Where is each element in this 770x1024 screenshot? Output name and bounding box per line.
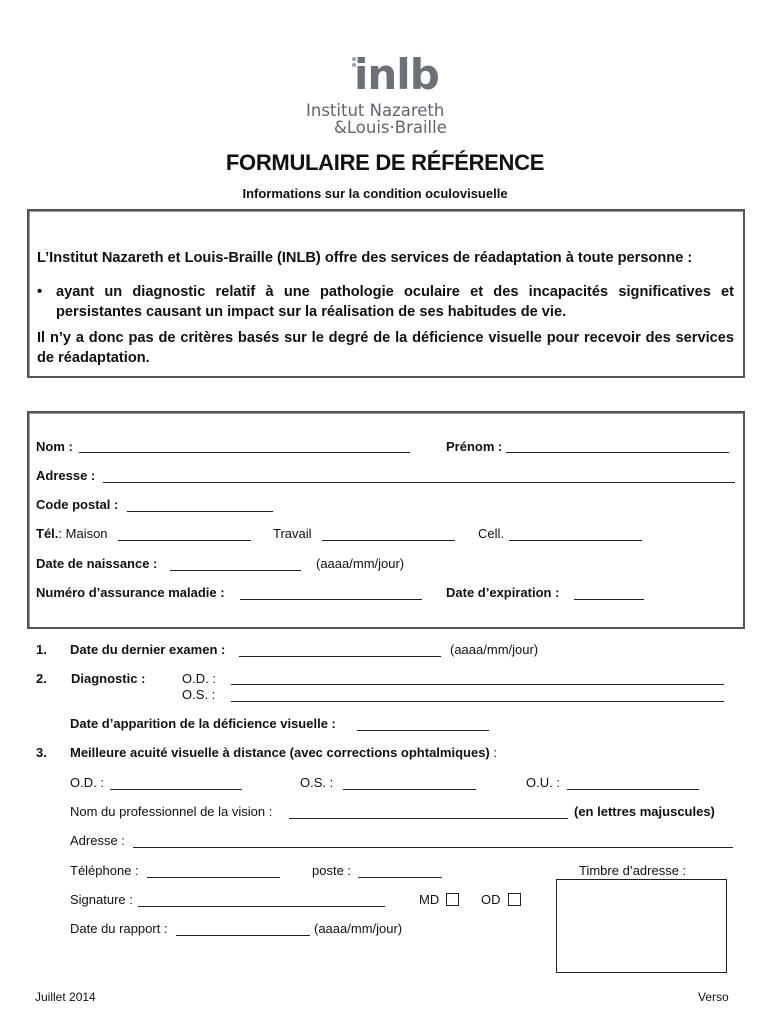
bullet-text: ayant un diagnostic relatif à une pathologie oculaire et des incapacités significatives et persistantes causant un impact sur la réalisation de ses habitudes de vie. (56, 284, 734, 321)
diagnostic-label: Diagnostic : (71, 671, 146, 686)
acuite-od-label: O.D. : (70, 775, 104, 790)
acuite-os-field[interactable] (343, 789, 476, 790)
acuite-heading (70, 745, 497, 760)
nom-field[interactable] (79, 452, 410, 453)
poste-field[interactable] (358, 877, 442, 878)
acuite-ou-label: O.U. : (526, 775, 560, 790)
prenom-field[interactable] (506, 452, 729, 453)
bullet-icon: • (37, 284, 43, 301)
inlb-logo (300, 52, 470, 138)
section-3-number: 3. (36, 745, 47, 760)
signature-label: Signature : (70, 892, 133, 907)
timbre-box[interactable] (556, 879, 727, 973)
intro-text (37, 233, 734, 383)
code-postal-label: Code postal : (36, 497, 119, 512)
date-rapport-field[interactable] (176, 935, 310, 936)
tel-label (36, 526, 108, 541)
diagnostic-os-field[interactable] (231, 701, 724, 702)
telephone-field[interactable] (147, 877, 280, 878)
pro-adresse-field[interactable] (133, 847, 733, 848)
telephone-label: Téléphone : (70, 863, 139, 878)
nom-label: Nom : (36, 439, 73, 454)
assurance-label: Numéro d’assurance maladie : (36, 585, 225, 600)
naissance-label: Date de naissance : (36, 556, 158, 571)
acuite-od-field[interactable] (110, 789, 242, 790)
maison-label: : Maison (58, 526, 108, 541)
adresse-field[interactable] (103, 482, 735, 483)
expiration-field[interactable] (574, 599, 644, 600)
professionnel-label: Nom du professionnel de la vision : (70, 804, 273, 819)
acuite-os-label: O.S. : (300, 775, 334, 790)
footer-date: Juillet 2014 (35, 990, 96, 1004)
section-2-number: 2. (36, 671, 47, 686)
acuite-label: Meilleure acuité visuelle à distance (avec corrections ophtalmiques) (70, 745, 490, 760)
dernier-examen-field[interactable] (239, 656, 441, 657)
majuscules-note: (en lettres majuscules) (574, 804, 715, 819)
intro-paragraph-1: L’Institut Nazareth et Louis-Braille (INLB) offre des services de réadaptation à toute personne : (37, 249, 693, 266)
diagnostic-os-label: O.S. : (182, 687, 216, 702)
cell-label: Cell. (478, 526, 505, 541)
professionnel-field[interactable] (289, 818, 568, 819)
naissance-format: (aaaa/mm/jour) (316, 556, 405, 571)
naissance-field[interactable] (170, 570, 301, 571)
od-checkbox[interactable] (508, 893, 521, 906)
intro-bullet (37, 282, 734, 322)
travail-field[interactable] (322, 540, 455, 541)
footer-verso: Verso (698, 990, 729, 1004)
timbre-label: Timbre d’adresse : (579, 863, 687, 878)
page-title: FORMULAIRE DE RÉFÉRENCE (225, 150, 545, 175)
logo-line-2: &Louis·Braille (334, 118, 447, 137)
intro-paragraph-2: Il n’y a donc pas de critères basés sur le degré de la déficience visuelle pour recevoir des services de réadaptation. (37, 330, 734, 367)
pro-adresse-label: Adresse : (70, 833, 125, 848)
maison-field[interactable] (118, 540, 251, 541)
date-rapport-format: (aaaa/mm/jour) (314, 921, 403, 936)
acuite-ou-field[interactable] (567, 789, 699, 790)
date-rapport-label: Date du rapport : (70, 921, 168, 936)
diagnostic-od-label: O.D. : (182, 671, 216, 686)
md-checkbox[interactable] (446, 893, 459, 906)
travail-label: Travail (273, 526, 312, 541)
apparition-field[interactable] (357, 730, 489, 731)
logo-word: inlb (354, 50, 439, 99)
md-label: MD (419, 892, 440, 907)
code-postal-field[interactable] (127, 511, 273, 512)
section-1-number: 1. (36, 642, 47, 657)
expiration-label: Date d’expiration : (446, 585, 560, 600)
dernier-examen-format: (aaaa/mm/jour) (450, 642, 539, 657)
logo-line-1: Institut Nazareth (306, 101, 445, 120)
acuite-colon: : (489, 745, 497, 760)
prenom-label: Prénom : (446, 439, 503, 454)
poste-label: poste : (312, 863, 352, 878)
page-subtitle: Informations sur la condition oculovisuelle (242, 186, 508, 201)
apparition-label: Date d’apparition de la déficience visuelle : (70, 716, 336, 731)
cell-field[interactable] (509, 540, 642, 541)
signature-field[interactable] (138, 906, 385, 907)
assurance-field[interactable] (240, 599, 422, 600)
tel-abbrev: Tél. (36, 526, 59, 541)
diagnostic-od-field[interactable] (231, 684, 724, 685)
od-label: OD (481, 892, 501, 907)
dernier-examen-label: Date du dernier examen : (70, 642, 226, 657)
adresse-label: Adresse : (36, 468, 96, 483)
